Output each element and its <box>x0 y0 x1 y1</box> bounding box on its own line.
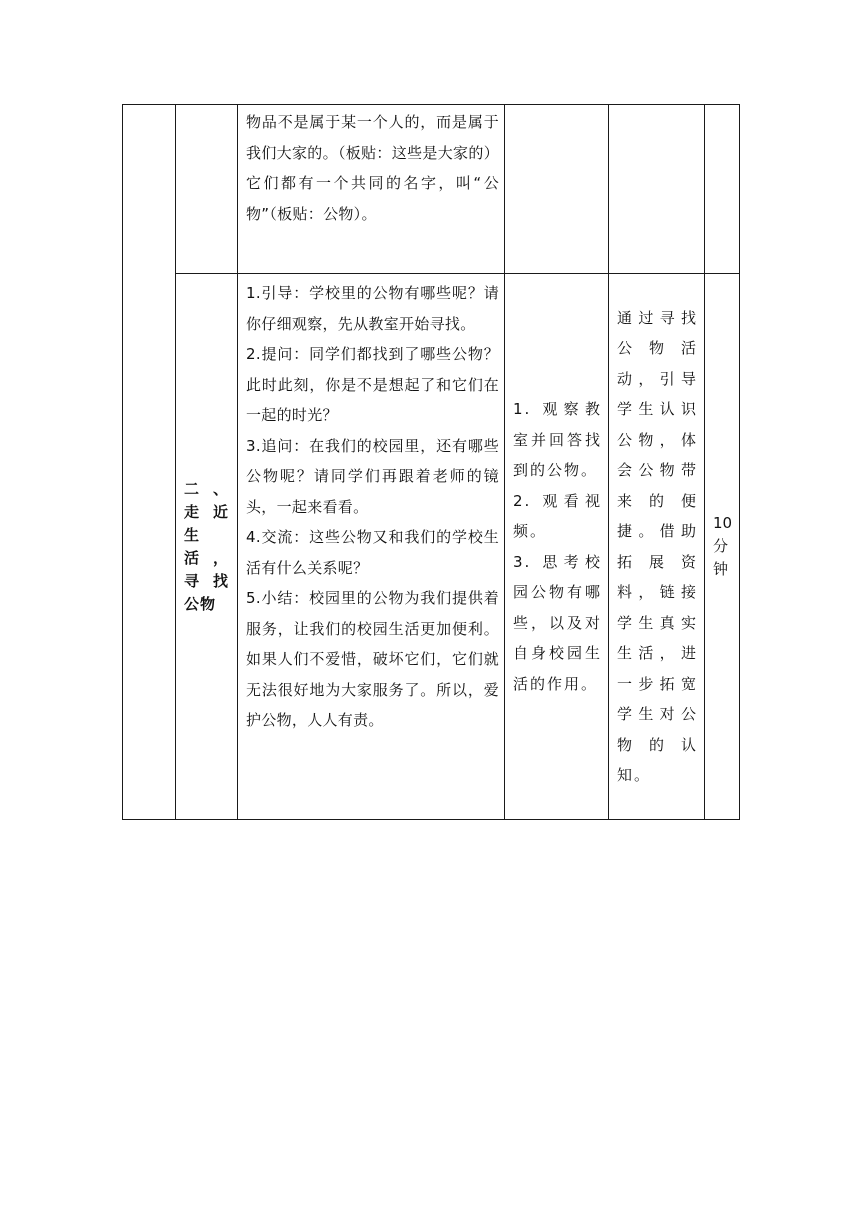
table-row <box>123 105 740 274</box>
teacher-step: 2.提问：同学们都找到了哪些公物？此时此刻，你是不是想起了和它们在一起的时光？ <box>246 345 499 424</box>
teacher-step: 4.交流：这些公物又和我们的学校生活有什么关系呢？ <box>246 528 499 577</box>
time-cell <box>705 105 740 274</box>
time-text: 10分钟 <box>713 514 733 578</box>
stage-cell <box>176 105 238 274</box>
student-activity-cell <box>505 105 609 274</box>
design-intent-text: 通过寻找公物活动，引导学生认识公物，体会公物带来的便捷。借助拓展资料，链接学生真实生活，进一步拓宽学生对公物的认知。 <box>617 308 698 784</box>
table-row <box>123 274 740 820</box>
segment-cell <box>123 105 176 820</box>
teacher-activity-cell <box>238 274 505 820</box>
teacher-step: 1.引导：学校里的公物有哪些呢？请你仔细观察，先从教室开始寻找。 <box>246 284 499 333</box>
teacher-activity-text: 物品不是属于某一个人的，而是属于我们大家的。（板贴：这些是大家的）它们都有一个共同的名字，叫“公物”（板贴：公物）。 <box>246 113 499 223</box>
student-activity-cell <box>505 274 609 820</box>
student-step: 1. 观察教室并回答找到的公物。 <box>513 400 602 479</box>
teacher-step: 5.小结：校园里的公物为我们提供着服务，让我们的校园生活更加便利。如果人们不爱惜，破坏它们，它们就无法很好地为大家服务了。所以，爱护公物，人人有责。 <box>246 589 499 729</box>
stage-title: 二、走近生活，寻找公物 <box>184 479 229 613</box>
lesson-plan-table <box>122 104 740 820</box>
teacher-step: 3.追问：在我们的校园里，还有哪些公物呢？请同学们再跟着老师的镜头，一起来看看。 <box>246 436 499 516</box>
design-intent-cell <box>609 105 705 274</box>
design-intent-cell <box>609 274 705 820</box>
teacher-activity-cell <box>238 105 505 274</box>
stage-cell <box>176 274 238 820</box>
student-step: 3. 思考校园公物有哪些，以及对自身校园生活的作用。 <box>513 552 602 693</box>
student-step: 2. 观看视频。 <box>513 491 602 540</box>
time-cell <box>705 274 740 820</box>
